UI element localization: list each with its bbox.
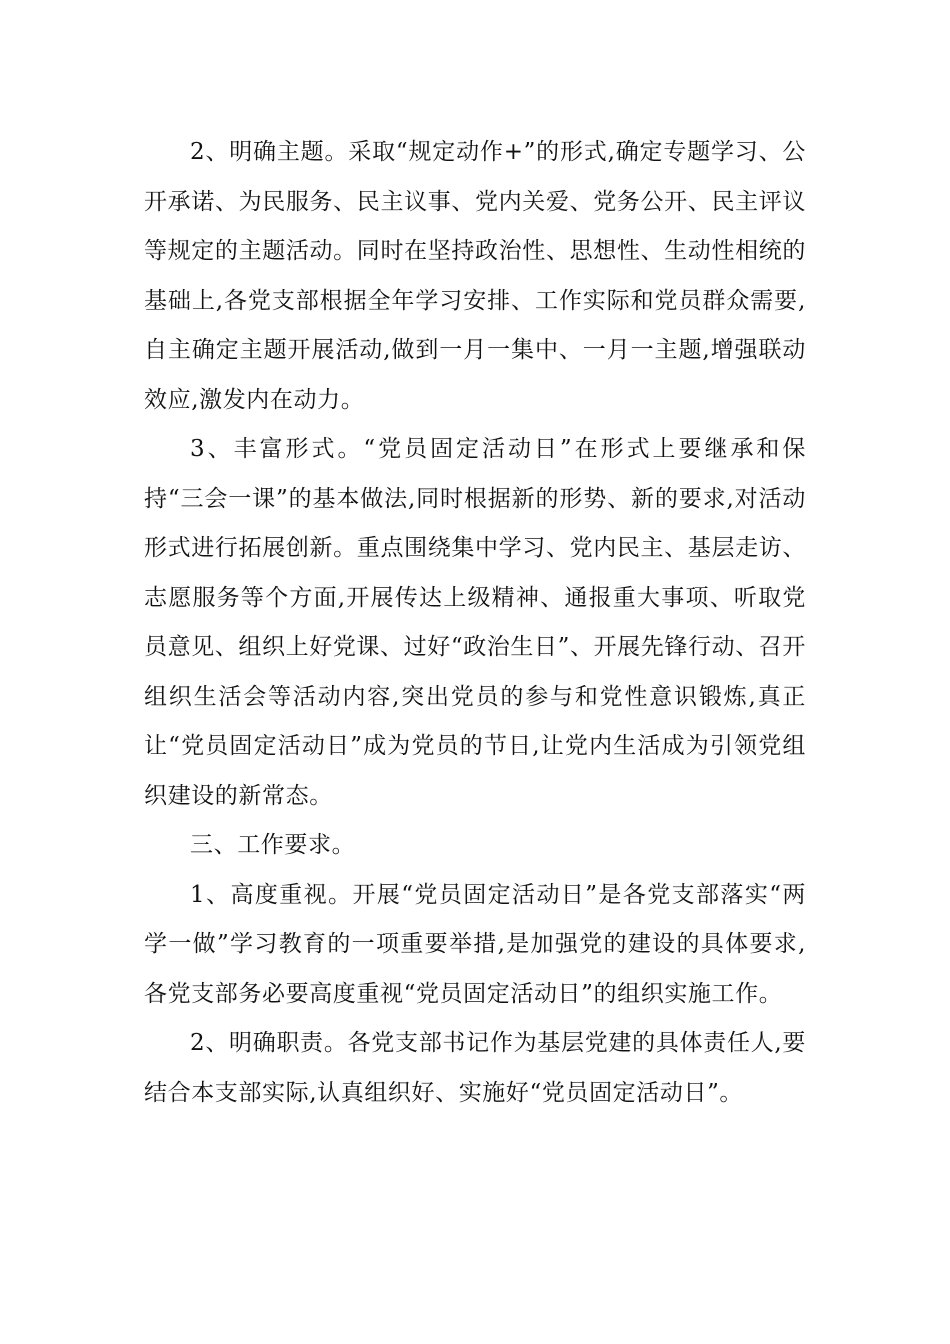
document-body — [144, 128, 806, 1118]
section-heading-requirements: 三、工作要求。 — [190, 832, 356, 858]
paragraph-theme: 2、明确主题。采取“规定动作+”的形式,确定专题学习、公开承诺、为民服务、民主议事、党内关爱、党务公开、民主评议等规定的主题活动。同时在坚持政治性、思想性、生动性相统的基础上,各党支部根据全年学习安排、工作实际和党员群众需要,自主确定主题开展活动,做到一月一集中、一月一主题,增强联动效应,激发内在动力。 — [144, 139, 806, 413]
paragraph-responsibility: 2、明确职责。各党支部书记作为基层党建的具体责任人,要结合本支部实际,认真组织好、实施好“党员固定活动日”。 — [144, 1030, 806, 1106]
paragraph-forms: 3、丰富形式。“党员固定活动日”在形式上要继承和保持“三会一课”的基本做法,同时根据新的形势、新的要求,对活动形式进行拓展创新。重点围绕集中学习、党内民主、基层走访、志愿服务等个方面,开展传达上级精神、通报重大事项、听取党员意见、组织上好党课、过好“政治生日”、开展先锋行动、召开组织生活会等活动内容,突出党员的参与和党性意识锻炼,真正让“党员固定活动日”成为党员的节日,让党内生活成为引领党组织建设的新常态。 — [144, 436, 806, 809]
paragraph-attention: 1、高度重视。开展“党员固定活动日”是各党支部落实“两学一做”学习教育的一项重要举措,是加强党的建设的具体要求,各党支部务必要高度重视“党员固定活动日”的组织实施工作。 — [144, 881, 806, 1007]
